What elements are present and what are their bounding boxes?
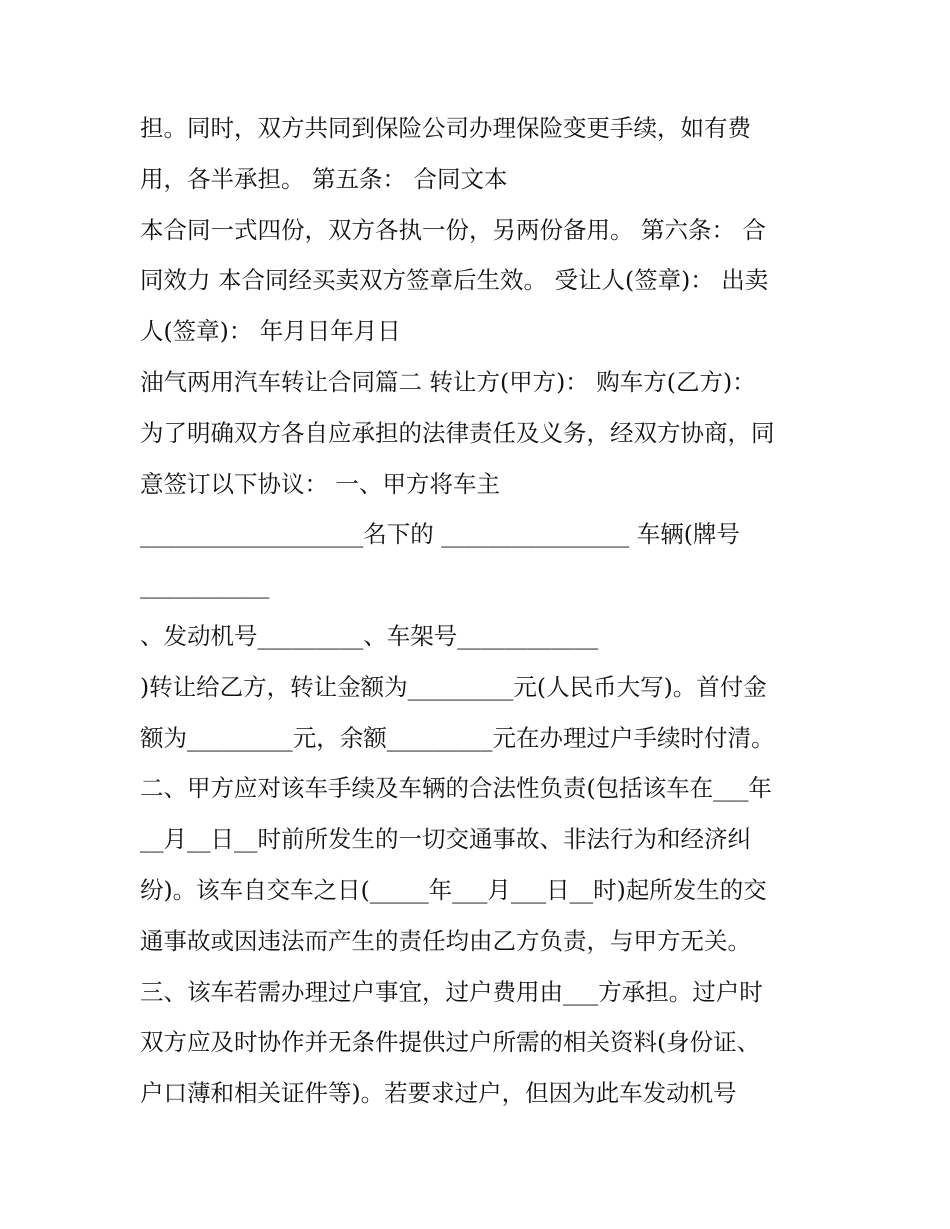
text-line: __月__日__时前所发生的一切交通事故、非法行为和经济纠 — [140, 825, 751, 854]
text-line: ___________ — [140, 571, 270, 600]
text-line: 意签订以下协议： 一、甲方将车主 — [140, 469, 500, 498]
text-line: 担。同时，双方共同到保险公司办理保险变更手续，如有费 — [140, 114, 751, 142]
document-body — [140, 103, 830, 1119]
text-line: 三、该车若需办理过户事宜，过户费用由___方承担。过户时 — [140, 977, 763, 1006]
text-line: 、发动机号_________、车架号____________ — [140, 621, 599, 650]
text-line: 额为_________元，余额_________元在办理过户手续时付清。 — [140, 723, 775, 752]
text-line: 本合同一式四份，双方各执一份，另两份备用。 第六条： 合 — [140, 215, 766, 244]
text-line: ___________________名下的 ________________ 车辆(牌号 — [140, 520, 740, 549]
text-line: 用，各半承担。 第五条： 合同文本 — [140, 164, 508, 193]
text-line: 二、甲方应对该车手续及车辆的合法性负责(包括该车在___年 — [140, 774, 772, 803]
text-line: 纷)。该车自交车之日(_____年___月___日__时)起所发生的交 — [140, 875, 767, 904]
text-line: 油气两用汽车转让合同篇二 转让方(甲方)： 购车方(乙方)： — [140, 367, 756, 396]
text-line: 户口薄和相关证件等)。若要求过户，但因为此车发动机号 — [140, 1079, 737, 1108]
text-line: 为了明确双方各自应承担的法律责任及义务，经双方协商，同 — [140, 418, 775, 447]
text-line: )转让给乙方，转让金额为_________元(人民币大写)。首付金 — [140, 672, 767, 701]
text-line: 人(签章)： 年月日年月日 — [140, 317, 401, 346]
text-line: 同效力 本合同经买卖双方签章后生效。 受让人(签章)： 出卖 — [140, 266, 769, 295]
text-line: 双方应及时协作并无条件提供过户所需的相关资料(身份证、 — [140, 1028, 761, 1057]
text-line: 通事故或因违法而产生的责任均由乙方负责，与甲方无关。 — [140, 926, 751, 955]
